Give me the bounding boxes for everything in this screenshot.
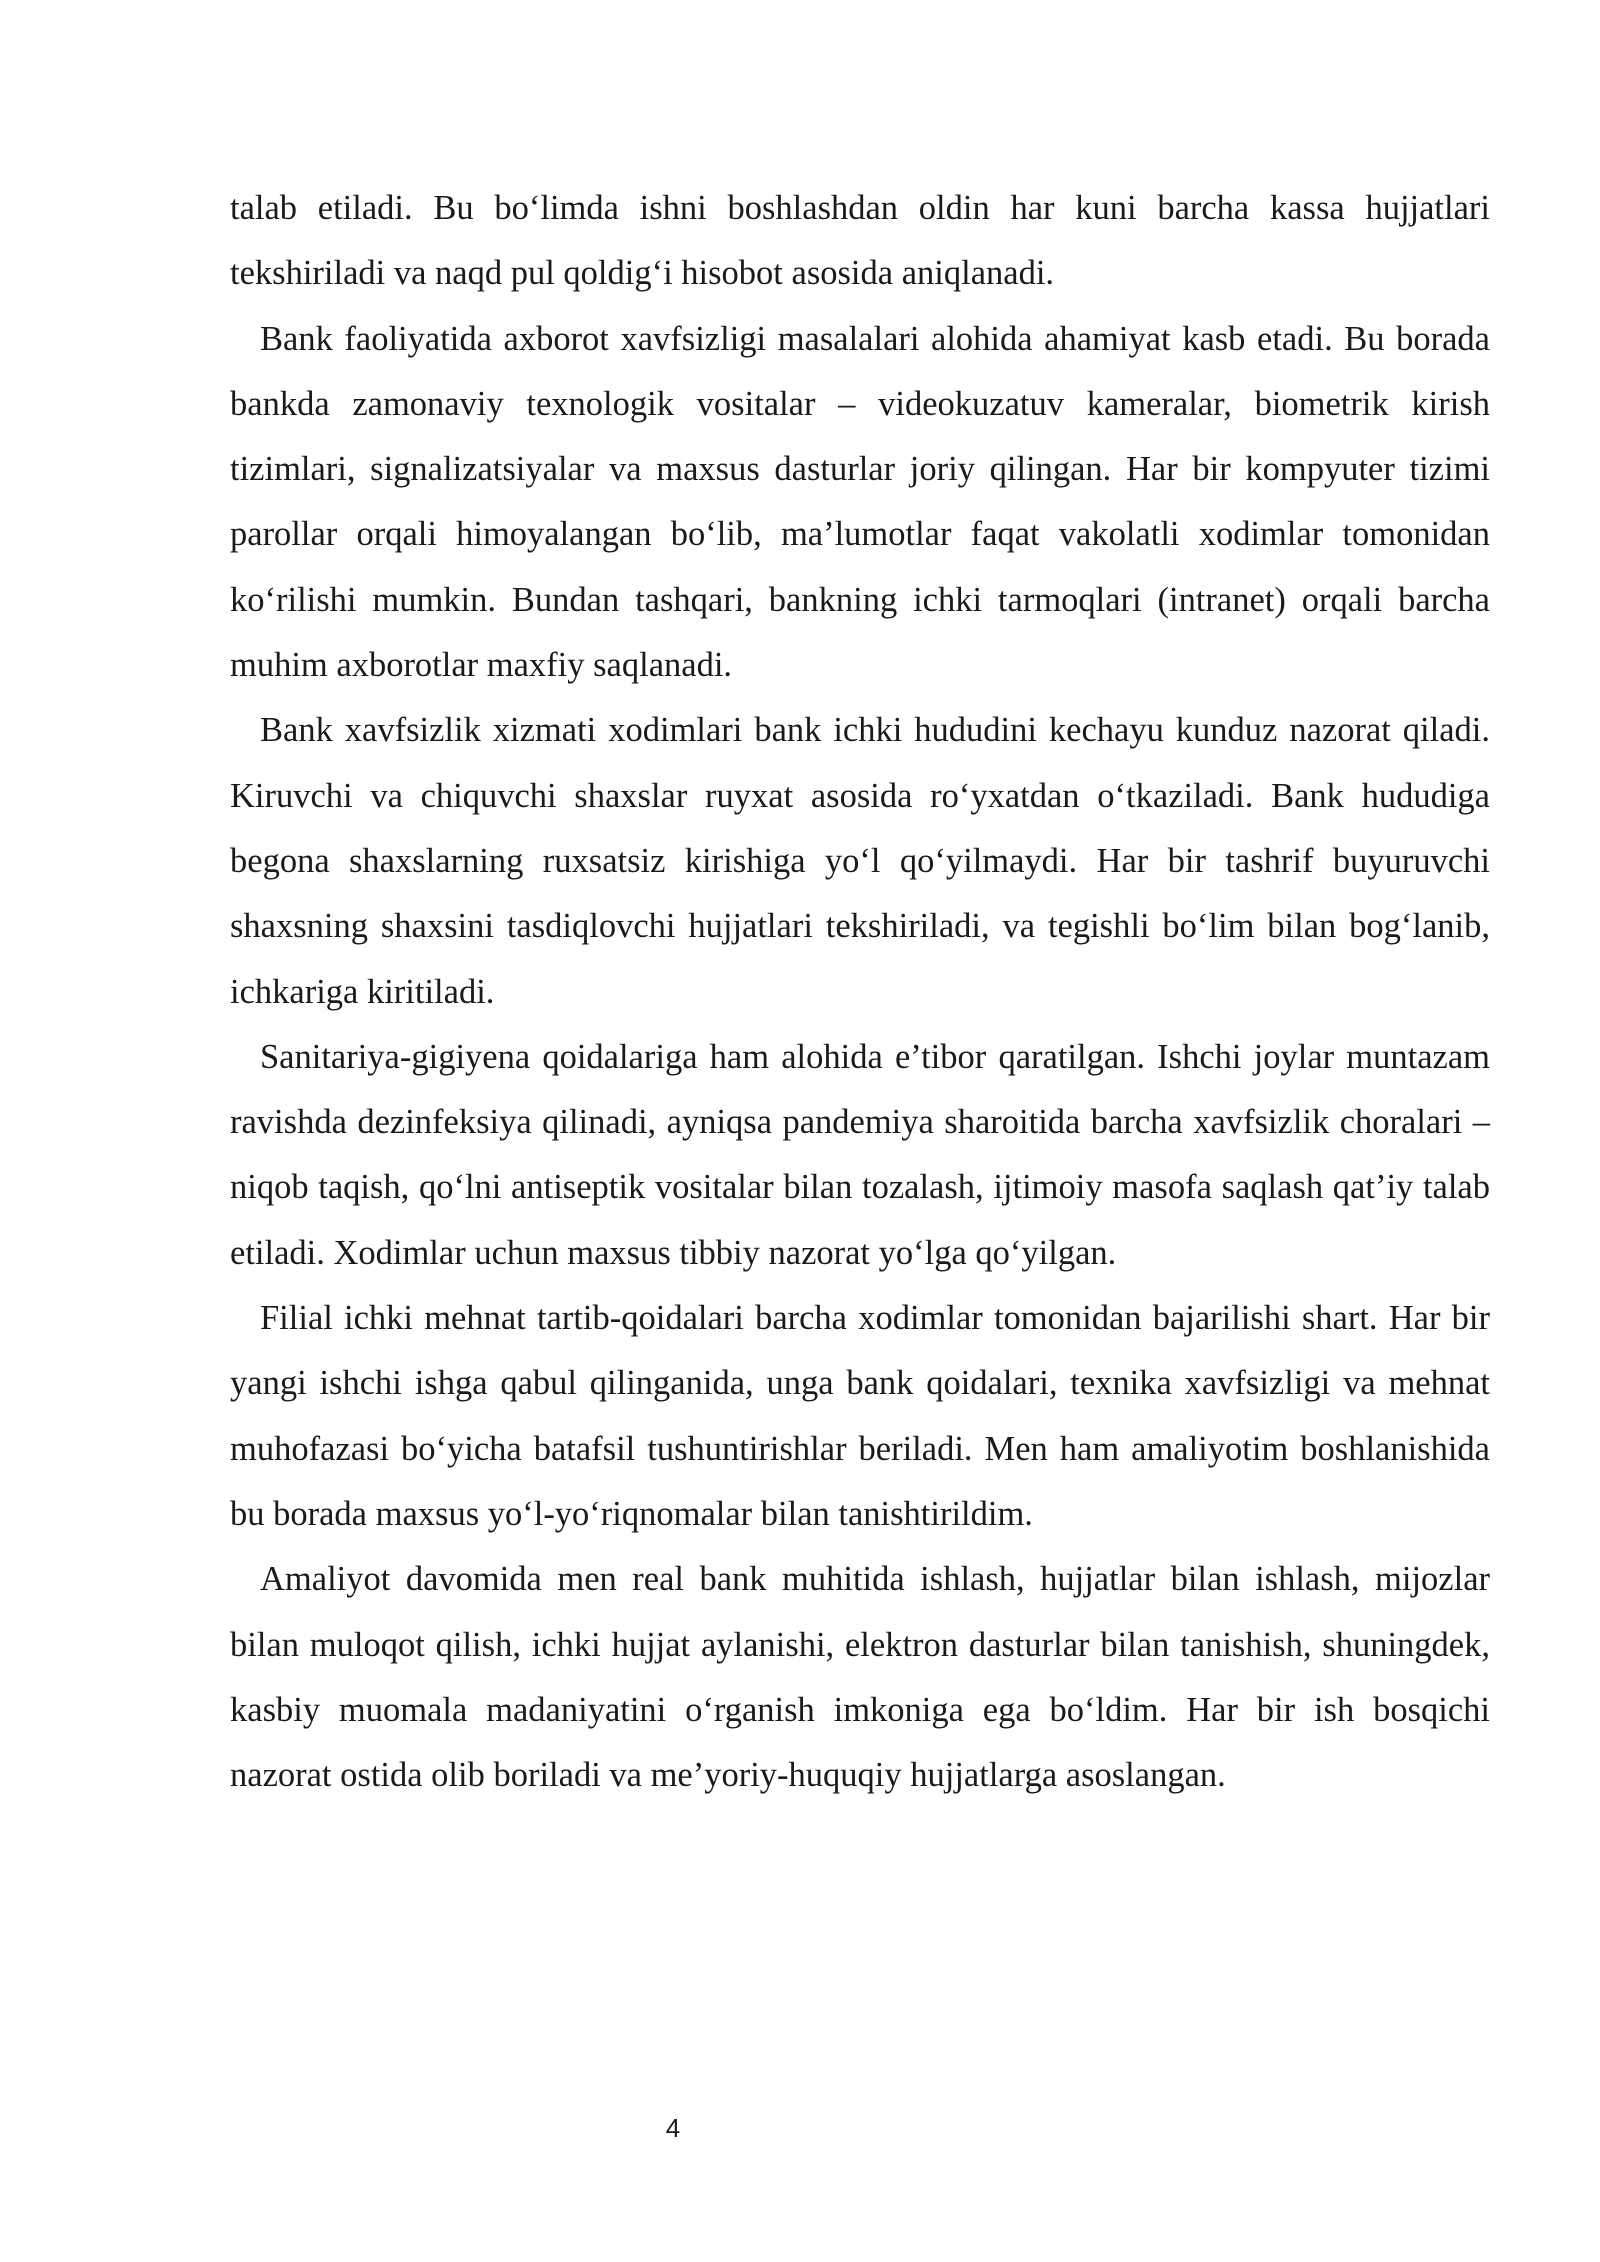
paragraph-sanitary-rules: Sanitariya-gigiyena qoidalariga ham alohida e’tibor qaratilgan. Ishchi joylar muntazam ravishda dezinfeksiya qilinadi, ayniqsa pandemiya sharoitida barcha xavfsizlik choralari – niqob taqish, qo‘lni antiseptik vositalar bilan tozalash, ijtimoiy masofa saqlash qat’iy talab etiladi. Xodimlar uchun maxsus tibbiy nazorat yo‘lga qo‘yilgan.: [230, 1037, 1490, 1272]
paragraph-information-security: Bank faoliyatida axborot xavfsizligi masalalari alohida ahamiyat kasb etadi. Bu borada bankda zamonaviy texnologik vositalar – videokuzatuv kameralar, biometrik kirish tizimlari, signalizatsiyalar va maxsus dasturlar joriy qilingan. Har bir kompyuter tizimi parollar orqali himoyalangan bo‘lib, ma’lumotlar faqat vakolatli xodimlar tomonidan ko‘rilishi mumkin. Bundan tashqari, bankning ichki tarmoqlari (intranet) orqali barcha muhim axborotlar maxfiy saqlanadi.: [230, 319, 1490, 685]
paragraph-labor-rules: Filial ichki mehnat tartib-qoidalari barcha xodimlar tomonidan bajarilishi shart. Har bir yangi ishchi ishga qabul qilinganida, unga bank qoidalari, texnika xavfsizligi va mehnat muhofazasi bo‘yicha batafsil tushuntirishlar beriladi. Men ham amaliyotim boshlanishida bu borada maxsus yo‘l-yo‘riqnomalar bilan tanishtirildim.: [230, 1299, 1490, 1533]
paragraph-practice-summary: Amaliyot davomida men real bank muhitida ishlash, hujjatlar bilan ishlash, mijozlar bilan muloqot qilish, ichki hujjat aylanishi, elektron dasturlar bilan tanishish, shuningdek, kasbiy muomala madaniyatini o‘rganish imkoniga ega bo‘ldim. Har bir ish bosqichi nazorat ostida olib boriladi va me’yoriy-huquqiy hujjatlarga asoslangan.: [230, 1560, 1490, 1795]
paragraph-security-service: Bank xavfsizlik xizmati xodimlari bank ichki hududini kechayu kunduz nazorat qiladi. Kiruvchi va chiquvchi shaxslar ruyxat asosida ro‘yxatdan o‘tkaziladi. Bank hududiga begona shaxslarning ruxsatsiz kirishiga yo‘l qo‘yilmaydi. Har bir tashrif buyuruvchi shaxsning shaxsini tasdiqlovchi hujjatlari tekshiriladi, va tegishli bo‘lim bilan bog‘lanib, ichkariga kiritiladi.: [230, 711, 1490, 1011]
document-body: [230, 176, 1490, 1808]
page-number: 4: [665, 2113, 681, 2143]
paragraph-continuation: talab etiladi. Bu bo‘limda ishni boshlashdan oldin har kuni barcha kassa hujjatlari tekshiriladi va naqd pul qoldig‘i hisobot asosida aniqlanadi.: [230, 189, 1490, 293]
